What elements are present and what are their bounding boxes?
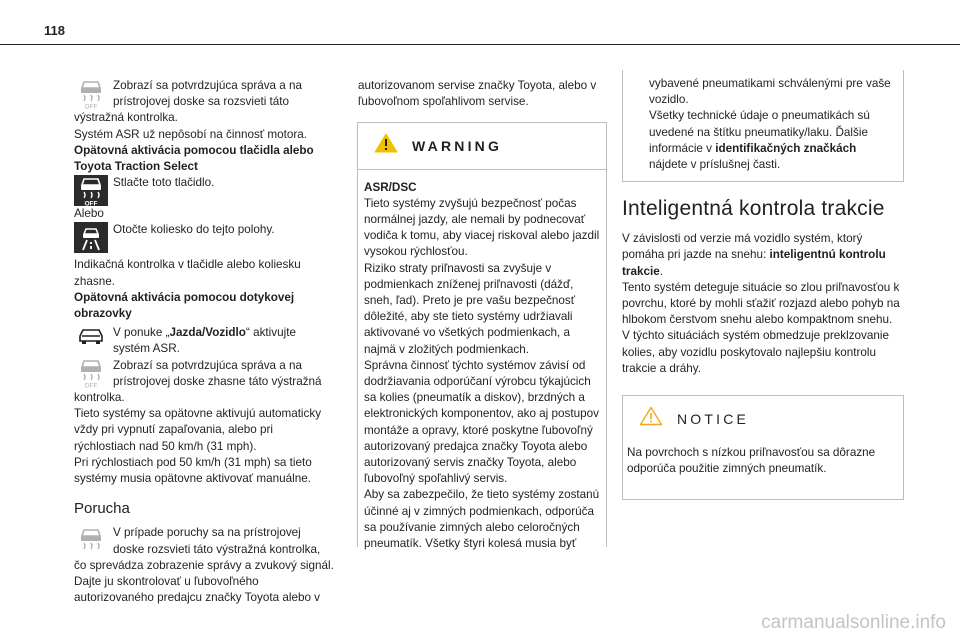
press-button-text: Stlačte toto tlačidlo. bbox=[113, 176, 215, 190]
skid-off-icon-2 bbox=[74, 358, 108, 389]
indicator-off-text: Indikačná kontrolka v tlačidle alebo koliesku zhasne. bbox=[74, 258, 301, 288]
reactivation-info: kontrolka. Tieto systémy sa opätovne aktivujú automaticky vždy pri vypnutí zapaľovania, alebo pri rýchlostiach nad 50 km/h (31 mph). Pri rýchlostiach pod 50 km/h (31 mph) sa tieto systémy musia opätovne aktivovať manuálne. bbox=[74, 391, 322, 486]
touchscreen-text-pre: V ponuke „ bbox=[113, 326, 170, 340]
intro-pre: V závislosti od verzie má vozidlo systém, ktorý pomáha pri jazde na snehu: bbox=[622, 232, 863, 262]
notice-box bbox=[622, 395, 904, 500]
warning-body bbox=[358, 170, 606, 561]
fault-text-cont: čo sprevádza zobrazenie správy a zvukový signál. Dajte ju skontrolovať u ľubovoľného autorizovaného predajcu značky Toyota alebo v bbox=[74, 558, 334, 605]
notice-triangle-icon bbox=[639, 406, 663, 431]
warning-header bbox=[358, 123, 606, 169]
system-description: Tento systém deteguje situácie so zlou priľnavosťou k povrchu, ktoré by mohli sťažiť rozjazd alebo pohyb na hlbokom čerstvom snehu alebo kompaktnom snehu. V týchto situáciách systém obmedzuje preklzovanie kolies, aby vozidlu poskytovalo najlepšiu kontrolu trakcie a dráhy. bbox=[622, 280, 900, 375]
lane-dial-icon bbox=[74, 222, 108, 253]
asr-off-text: Zobrazí sa potvrdzujúca správa a na prístrojovej doske sa rozsvieti táto bbox=[113, 79, 303, 109]
skid-icon bbox=[74, 525, 108, 556]
watermark: carmanualsonline.info bbox=[761, 612, 946, 633]
turn-dial-row bbox=[74, 222, 336, 253]
service-text: autorizovanom servise značky Toyota, alebo v ľubovoľnom spoľahlivom servise. bbox=[358, 79, 597, 109]
column-1 bbox=[74, 78, 336, 606]
menu-name: Jazda/Vozidlo bbox=[169, 326, 246, 340]
asr-on-text: Zobrazí sa potvrdzujúca správa a na prístrojovej doske zhasne táto výstražná bbox=[113, 358, 322, 388]
page-number: 118 bbox=[44, 23, 65, 38]
turn-dial-text: Otočte koliesko do tejto polohy. bbox=[113, 223, 275, 237]
alebo-label: Alebo bbox=[74, 207, 104, 221]
skid-off-icon bbox=[74, 78, 108, 109]
touchscreen-row bbox=[74, 325, 336, 357]
fault-text: V prípade poruchy sa na prístrojovej doske rozsvieti táto výstražná kontrolka, bbox=[113, 526, 321, 556]
asr-off-text-cont: výstražná kontrolka. Systém ASR už nepôsobí na činnosť motora. bbox=[74, 111, 308, 141]
svg-text:OFF: OFF bbox=[84, 382, 98, 389]
warning-box-continued bbox=[622, 70, 904, 182]
heading-button-reactivation: Opätovná aktivácia pomocou tlačidla alebo Toyota Traction Select bbox=[74, 143, 314, 174]
asr-off-row bbox=[74, 78, 336, 110]
intro-text bbox=[622, 231, 904, 280]
warning-cont-post: nájdete v príslušnej časti. bbox=[649, 158, 781, 172]
car-touchscreen-icon bbox=[74, 325, 108, 347]
intro-post: . bbox=[659, 264, 663, 278]
svg-text:OFF: OFF bbox=[84, 200, 98, 206]
skid-off-button-icon bbox=[74, 175, 108, 206]
section-title: Inteligentná kontrola trakcie bbox=[622, 197, 885, 221]
touchscreen-text bbox=[113, 325, 336, 357]
press-button-row bbox=[74, 175, 336, 206]
fault-row bbox=[74, 525, 336, 557]
column-2 bbox=[357, 78, 607, 551]
notice-text: Na povrchoch s nízkou priľnavosťou sa dôrazne odporúča použitie zimných pneumatík. bbox=[627, 446, 876, 476]
warning-heading: ASR/DSC bbox=[364, 180, 417, 194]
heading-touchscreen-reactivation: Opätovná aktivácia pomocou dotykovej obrazovky bbox=[74, 290, 295, 321]
warning-triangle-icon bbox=[374, 133, 398, 158]
warning-title: WARNING bbox=[412, 137, 503, 154]
warning-cont-bold: identifikačných značkách bbox=[715, 141, 857, 155]
asr-on-row bbox=[74, 358, 336, 390]
warning-cont-pre: vybavené pneumatikami schválenými pre vaše vozidlo. Všetky technické údaje o pneumatikách sú uvedené na štítku pneumatiky/laku. Ďalšie informácie v bbox=[649, 77, 891, 155]
touchscreen-text-post: “ aktivujte systém ASR. bbox=[113, 326, 296, 356]
section-porucha: Porucha bbox=[74, 500, 130, 518]
column-3 bbox=[622, 70, 904, 500]
notice-title: NOTICE bbox=[677, 410, 750, 427]
warning-box bbox=[357, 122, 607, 551]
header-rule bbox=[0, 44, 960, 45]
notice-header bbox=[623, 396, 903, 435]
intro-bold: inteligentnú kontrolu trakcie bbox=[622, 248, 886, 278]
svg-text:OFF: OFF bbox=[84, 103, 98, 109]
warning-text: Tieto systémy zvyšujú bezpečnosť počas normálnej jazdy, ale nemali by podnecovať vodiča k tomu, aby viacej riskoval alebo jazdil vysokou rýchlosťou. Riziko straty priľnavosti sa zvyšuje v podmienkach zníženej priľnavosti (dážď, sneh, ľad). Preto je pre vašu bezpečnosť dôležité, aby ste tieto systémy udržiavali aktivované vo všetkých podmienkach, a najmä v zložitých podmienkach. Správna činnosť týchto systémov závisí od dodržiavania odporúčaní výrobcu týkajúcich sa kolies (pneumatík a diskov), brzdných a elektronických komponentov, ako aj postupov montáže a opravy, ktoré poskytne ľubovoľný autorizovaný predajca značky Toyota alebo autorizovaný servis značky Toyota, alebo ľubovoľný spoľahlivý servis. Aby sa zabezpečilo, že tieto systémy zostanú účinné aj v zimných podmienkach, odporúča sa používanie zimných alebo celoročných pneumatík. Všetky štyri kolesá musia byť bbox=[364, 196, 600, 551]
